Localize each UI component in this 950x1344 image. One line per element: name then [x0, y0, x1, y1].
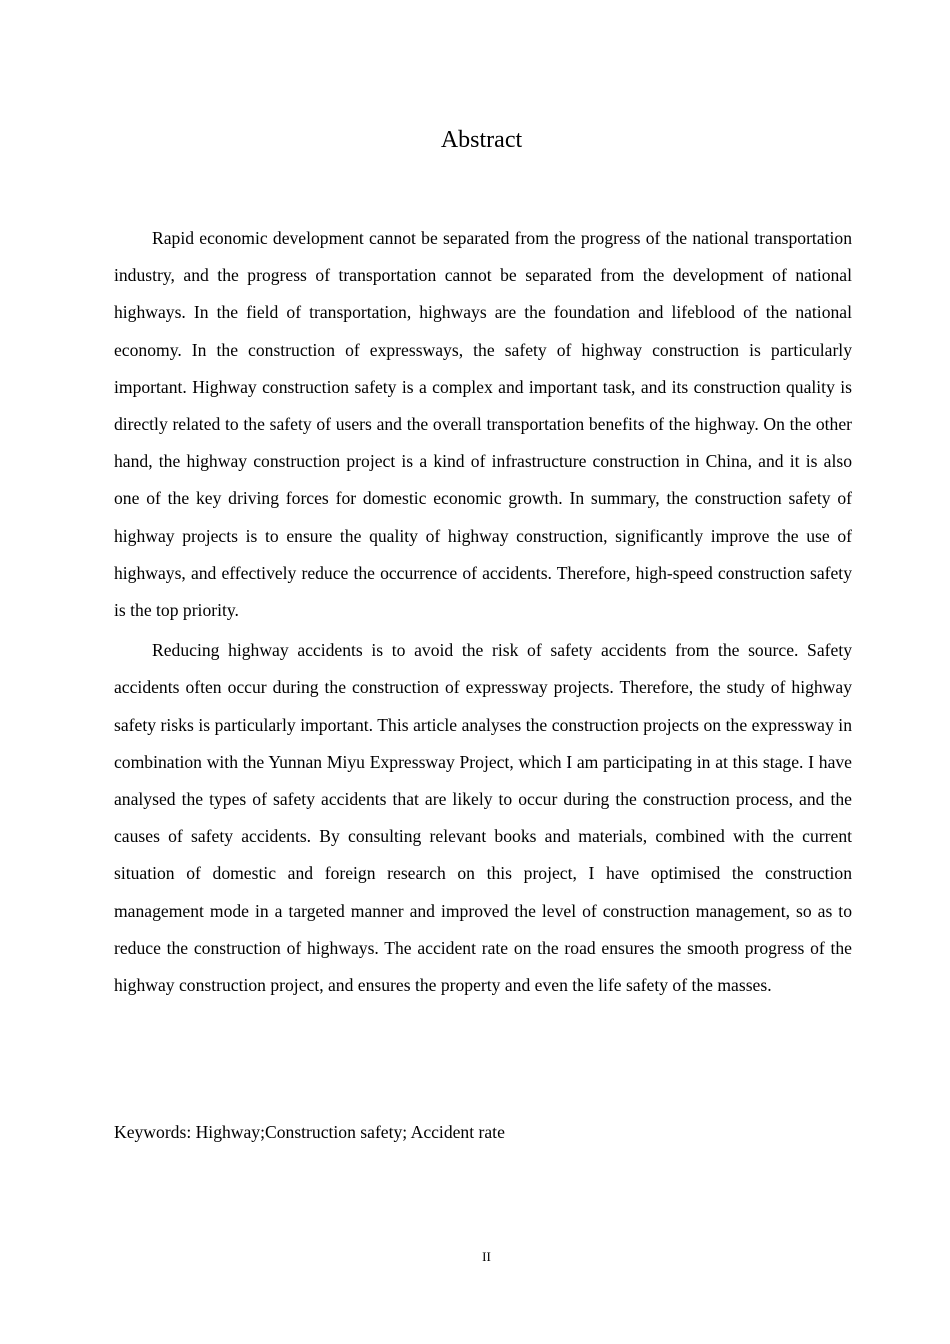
abstract-body: [114, 220, 852, 1007]
page-number: II: [482, 1249, 491, 1264]
abstract-paragraph-2: Reducing highway accidents is to avoid the risk of safety accidents from the source. Safety accidents often occur during the construction of expressway projects. Therefore, the study of highway safety risks is particularly important. This article analyses the construction projects on the expressway in combination with the Yunnan Miyu Expressway Project, which I am participating in at this stage. I have analysed the types of safety accidents that are likely to occur during the construction process, and the causes of safety accidents. By consulting relevant books and materials, combined with the current situation of domestic and foreign research on this project, I have optimised the construction management mode in a targeted manner and improved the level of construction management, so as to reduce the construction of highways. The accident rate on the road ensures the smooth progress of the highway construction project, and ensures the property and even the life safety of the masses.: [114, 640, 852, 996]
abstract-paragraph-1: Rapid economic development cannot be separated from the progress of the national transportation industry, and the progress of transportation cannot be separated from the development of national highways. In the field of transportation, highways are the foundation and lifeblood of the national economy. In the construction of expressways, the safety of highway construction is particularly important. Highway construction safety is a complex and important task, and its construction quality is directly related to the safety of users and the overall transportation benefits of the highway. On the other hand, the highway construction project is a kind of infrastructure construction in China, and it is also one of the key driving forces for domestic economic growth. In summary, the construction safety of highway projects is to ensure the quality of highway construction, significantly improve the use of highways, and effectively reduce the occurrence of accidents. Therefore, high-speed construction safety is the top priority.: [114, 228, 852, 621]
page-title: Abstract: [440, 127, 523, 153]
keywords-line: Keywords: Highway;Construction safety; Accident rate: [114, 1122, 505, 1142]
